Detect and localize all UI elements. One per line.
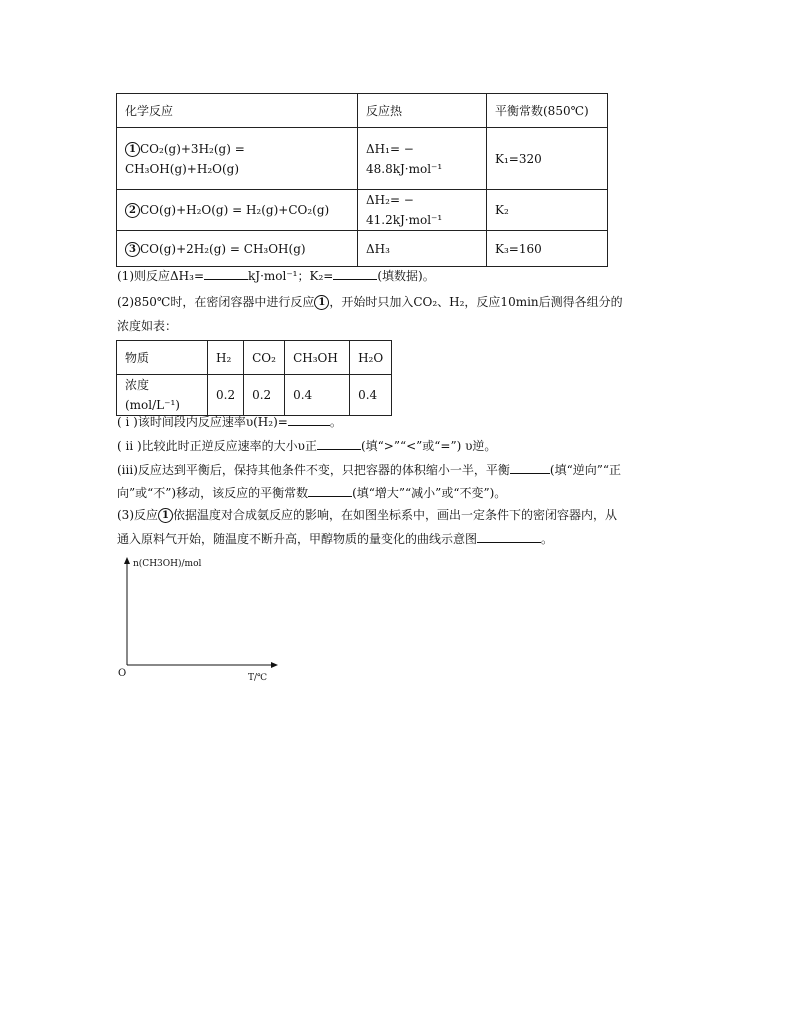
x-axis-arrow <box>271 662 278 668</box>
y-axis-label: n(CH3OH)/mol <box>133 559 202 569</box>
circled-number: 1 <box>158 508 173 523</box>
qii-text-a: ( ii )比较此时正逆反应速率的大小υ正 <box>117 439 317 453</box>
question-iii-line-1 <box>117 461 621 478</box>
qiii-text-a: (iii)反应达到平衡后，保持其他条件不变，只把容器的体积缩小一半，平衡 <box>117 463 510 477</box>
answer-blank[interactable] <box>308 484 352 497</box>
answer-blank[interactable] <box>477 530 541 543</box>
question-3-line-2 <box>117 530 553 547</box>
k-2: K₂ <box>487 190 608 231</box>
header-ch3oh: CH₃OH <box>285 341 350 375</box>
reaction-1 <box>117 128 358 190</box>
q2-text-c: 浓度如表： <box>117 319 178 333</box>
answer-blank[interactable] <box>333 267 377 280</box>
conc-h2: 0.2 <box>208 375 244 416</box>
reaction-3 <box>117 231 358 267</box>
circled-number: 2 <box>125 203 140 218</box>
reaction-1-line-a: CO₂(g)+3H₂(g) = <box>140 141 245 156</box>
answer-blank[interactable] <box>204 267 248 280</box>
conc-co2: 0.2 <box>244 375 285 416</box>
q3-text-b: 依据温度对合成氨反应的影响，在如图坐标系中，画出一定条件下的密闭容器内，从 <box>173 508 618 522</box>
y-axis-arrow <box>124 557 130 564</box>
qi-text-a: ( i )该时间段内反应速率υ(H₂)= <box>117 415 288 429</box>
qiii-text-d: (填“增大”“减小”或“不变”)。 <box>352 486 507 500</box>
answer-blank[interactable] <box>288 413 330 426</box>
q2-text-a: (2)850℃时，在密闭容器中进行反应 <box>117 295 315 309</box>
reaction-1-line-b: CH₃OH(g)+H₂O(g) <box>125 161 240 176</box>
k-3: K₃=160 <box>487 231 608 267</box>
heat-2: ΔH₂= − 41.2kJ·mol⁻¹ <box>358 190 487 231</box>
heat-3: ΔH₃ <box>358 231 487 267</box>
q1-text-b: kJ·mol⁻¹；K₂= <box>248 269 334 283</box>
question-ii <box>117 437 496 454</box>
circled-number: 3 <box>125 242 140 257</box>
q1-text-c: (填数据)。 <box>377 269 435 283</box>
question-3-line-1 <box>117 507 617 523</box>
header-h2: H₂ <box>208 341 244 375</box>
question-2-line-1 <box>117 294 623 310</box>
reaction-table <box>116 93 608 267</box>
question-iii-line-2 <box>117 484 506 501</box>
q3-text-d: 。 <box>541 532 554 546</box>
heat-1: ΔH₁= − 48.8kJ·mol⁻¹ <box>358 128 487 190</box>
conc-h2o: 0.4 <box>350 375 392 416</box>
circled-number: 1 <box>314 295 329 310</box>
k-1: K₁=320 <box>487 128 608 190</box>
conc-label: 浓度(mol/L⁻¹) <box>117 375 208 416</box>
q1-text-a: (1)则反应ΔH₃= <box>117 269 204 283</box>
origin-label: O <box>118 668 127 679</box>
answer-blank[interactable] <box>510 461 550 474</box>
header-k: 平衡常数(850℃) <box>487 94 608 128</box>
reaction-2-line-a: CO(g)+H₂O(g) = H₂(g)+CO₂(g) <box>140 203 330 217</box>
header-co2: CO₂ <box>244 341 285 375</box>
conc-ch3oh: 0.4 <box>285 375 350 416</box>
concentration-table <box>116 340 392 416</box>
circled-number: 1 <box>125 142 140 157</box>
qi-text-b: 。 <box>329 415 342 429</box>
answer-blank[interactable] <box>317 437 361 450</box>
coordinate-axes <box>110 555 310 695</box>
q3-text-c: 通入原料气开始，随温度不断升高，甲醇物质的量变化的曲线示意图 <box>117 532 478 546</box>
qiii-text-b: (填“逆向”“正 <box>549 463 621 477</box>
header-h2o: H₂O <box>350 341 392 375</box>
question-i <box>117 413 342 430</box>
q3-text-a: (3)反应 <box>117 508 158 522</box>
qii-text-b: (填“>”“<”或“=”) υ逆。 <box>360 439 497 453</box>
qiii-text-c: 向”或“不”)移动，该反应的平衡常数 <box>117 486 309 500</box>
reaction-3-line-a: CO(g)+2H₂(g) = CH₃OH(g) <box>140 241 306 256</box>
header-substance: 物质 <box>117 341 208 375</box>
header-reaction: 化学反应 <box>117 94 358 128</box>
x-axis-label: T/℃ <box>248 673 268 683</box>
q2-text-b: ，开始时只加入CO₂、H₂，反应10min后测得各组分的 <box>329 295 623 309</box>
header-heat: 反应热 <box>358 94 487 128</box>
question-1 <box>117 267 435 284</box>
reaction-2 <box>117 190 358 231</box>
question-2-line-2 <box>117 318 177 334</box>
